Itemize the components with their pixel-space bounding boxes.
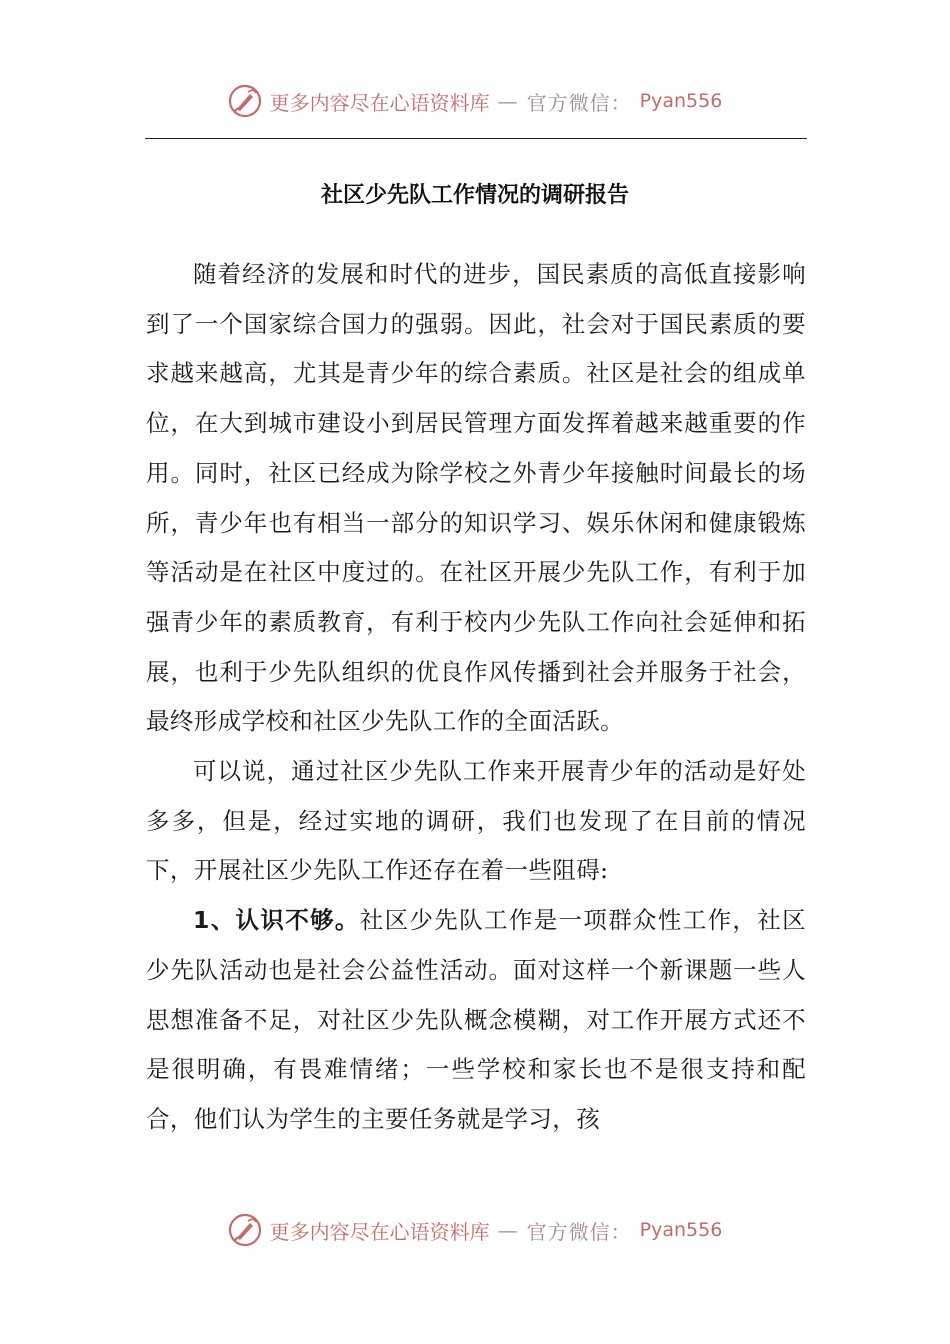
document-title: 社区少先队工作情况的调研报告 (320, 183, 629, 208)
pen-logo-icon (228, 84, 262, 118)
watermark-dash: — (497, 1218, 519, 1242)
pen-logo-icon (228, 1213, 262, 1247)
watermark-header (0, 84, 950, 118)
watermark-contact-label: 官方微信： (526, 90, 632, 115)
paragraph-text: 可以说，通过社区少先队工作来开展青少年的活动是好处多多，但是，经过实地的调研，我们也发现了在目前的情况下，开展社区少先队工作还存在着一些阻碍: (146, 757, 806, 885)
header-divider (145, 138, 807, 139)
watermark-footer (0, 1213, 950, 1247)
paragraph-text: 社区少先队工作是一项群众性工作，社区少先队活动也是社会公益性活动。面对这样一个新课题一些人思想准备不足，对社区少先队概念模糊，对工作开展方式还不是很明确，有畏难情绪；一些学校和家长也不是很支持和配合，他们认为学生的主要任务就是学习，孩 (146, 906, 807, 1133)
paragraph-lead: 1、认识不够。 (193, 906, 360, 935)
watermark-contact-id: Pyan556 (639, 1219, 723, 1241)
watermark-contact-label: 官方微信： (526, 1219, 632, 1244)
document-body (146, 250, 806, 1145)
watermark-brand: 更多内容尽在心语资料库 (269, 1219, 490, 1244)
watermark-dash: — (497, 89, 519, 113)
watermark-brand: 更多内容尽在心语资料库 (269, 90, 490, 115)
watermark-contact-id: Pyan556 (639, 90, 723, 112)
paragraph (146, 896, 806, 1145)
paragraph (146, 747, 806, 896)
paragraph (146, 250, 806, 747)
paragraph-text: 随着经济的发展和时代的进步，国民素质的高低直接影响到了一个国家综合国力的强弱。因此，社会对于国民素质的要求越来越高，尤其是青少年的综合素质。社区是社会的组成单位，在大到城市建设小到居民管理方面发挥着越来越重要的作用。同时，社区已经成为除学校之外青少年接触时间最长的场所，青少年也有相当一部分的知识学习、娱乐休闲和健康锻炼等活动是在社区中度过的。在社区开展少先队工作，有利于加强青少年的素质教育，有利于校内少先队工作向社会延伸和拓展，也利于少先队组织的优良作风传播到社会并服务于社会，最终形成学校和社区少先队工作的全面活跃。 (146, 260, 806, 736)
